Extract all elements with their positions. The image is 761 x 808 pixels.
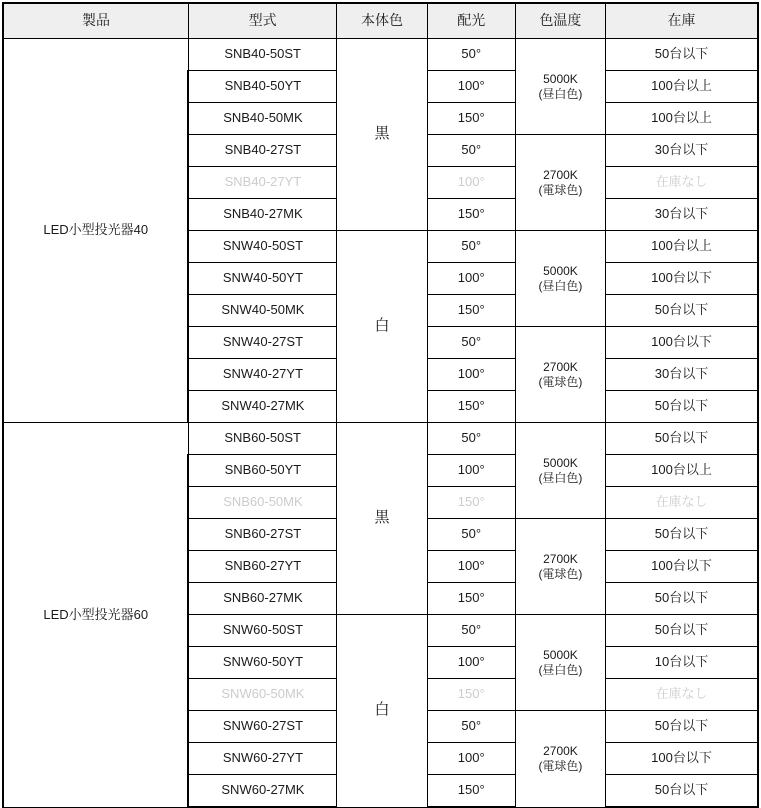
body-color-cell: 黒 — [337, 423, 427, 615]
stock-status-cell: 50台以下 — [606, 519, 758, 551]
beam-angle-cell: 100° — [427, 71, 515, 103]
beam-angle-cell: 150° — [427, 103, 515, 135]
color-temperature-value: 5000K — [543, 647, 578, 662]
product-name-cell: LED小型投光器60 — [3, 423, 188, 808]
beam-angle-cell: 150° — [427, 583, 515, 615]
column-header-product: 製品 — [3, 3, 188, 39]
model-cell: SNW40-50MK — [188, 295, 336, 327]
stock-status-cell: 100台以上 — [606, 455, 758, 487]
beam-angle-cell: 50° — [427, 519, 515, 551]
color-temperature-label: (電球色) — [538, 182, 583, 197]
stock-status-cell: 50台以下 — [606, 615, 758, 647]
color-temperature-cell — [515, 423, 605, 519]
stock-status-cell: 在庫なし — [606, 167, 758, 199]
beam-angle-cell: 150° — [427, 391, 515, 423]
stock-status-cell: 30台以下 — [606, 359, 758, 391]
column-header-beamangle: 配光 — [427, 3, 515, 39]
beam-angle-cell: 50° — [427, 711, 515, 743]
beam-angle-cell: 150° — [427, 487, 515, 519]
model-cell: SNB60-27MK — [188, 583, 336, 615]
color-temperature-value: 5000K — [543, 263, 578, 278]
color-temperature-label: (電球色) — [538, 566, 583, 581]
product-stock-table — [2, 2, 759, 808]
color-temperature-cell — [515, 231, 605, 327]
model-cell: SNW60-27ST — [188, 711, 336, 743]
stock-status-cell: 50台以下 — [606, 775, 758, 808]
color-temperature-label: (昼白色) — [538, 470, 583, 485]
column-header-stock: 在庫 — [606, 3, 758, 39]
model-cell: SNB60-50MK — [188, 487, 336, 519]
beam-angle-cell: 100° — [427, 359, 515, 391]
color-temperature-value: 2700K — [543, 359, 578, 374]
color-temperature-value: 2700K — [543, 551, 578, 566]
table-header — [3, 3, 758, 39]
model-cell: SNW60-50ST — [188, 615, 336, 647]
model-cell: SNB40-50YT — [188, 71, 336, 103]
beam-angle-cell: 50° — [427, 135, 515, 167]
color-temperature-cell — [515, 519, 605, 615]
body-color-cell: 白 — [337, 615, 427, 808]
beam-angle-cell: 100° — [427, 167, 515, 199]
stock-status-cell: 50台以下 — [606, 295, 758, 327]
beam-angle-cell: 100° — [427, 551, 515, 583]
product-name-cell: LED小型投光器40 — [3, 39, 188, 423]
stock-status-cell: 50台以下 — [606, 391, 758, 423]
stock-status-cell: 100台以上 — [606, 103, 758, 135]
beam-angle-cell: 150° — [427, 775, 515, 808]
model-cell: SNB40-50MK — [188, 103, 336, 135]
beam-angle-cell: 150° — [427, 199, 515, 231]
model-cell: SNW40-50ST — [188, 231, 336, 263]
column-header-colortemp: 色温度 — [515, 3, 605, 39]
model-cell: SNB40-27MK — [188, 199, 336, 231]
stock-status-cell: 50台以下 — [606, 39, 758, 71]
beam-angle-cell: 150° — [427, 679, 515, 711]
column-header-bodycolor: 本体色 — [337, 3, 427, 39]
model-cell: SNW60-50YT — [188, 647, 336, 679]
beam-angle-cell: 100° — [427, 263, 515, 295]
body-color-cell: 黒 — [337, 39, 427, 231]
stock-status-cell: 100台以上 — [606, 231, 758, 263]
stock-status-cell: 100台以下 — [606, 743, 758, 775]
beam-angle-cell: 50° — [427, 423, 515, 455]
color-temperature-label: (電球色) — [538, 374, 583, 389]
color-temperature-value: 5000K — [543, 71, 578, 86]
model-cell: SNB60-50YT — [188, 455, 336, 487]
table-row — [3, 39, 758, 71]
beam-angle-cell: 150° — [427, 295, 515, 327]
beam-angle-cell: 50° — [427, 615, 515, 647]
model-cell: SNB60-50ST — [188, 423, 336, 455]
color-temperature-cell — [515, 327, 605, 423]
stock-status-cell: 50台以下 — [606, 423, 758, 455]
stock-status-cell: 30台以下 — [606, 135, 758, 167]
stock-status-cell: 50台以下 — [606, 711, 758, 743]
beam-angle-cell: 100° — [427, 647, 515, 679]
color-temperature-cell — [515, 615, 605, 711]
model-cell: SNW60-27MK — [188, 775, 336, 808]
model-cell: SNB60-27YT — [188, 551, 336, 583]
stock-status-cell: 10台以下 — [606, 647, 758, 679]
color-temperature-cell — [515, 711, 605, 808]
stock-status-cell: 50台以下 — [606, 583, 758, 615]
table-body — [3, 39, 758, 808]
model-cell: SNW60-27YT — [188, 743, 336, 775]
model-cell: SNW60-50MK — [188, 679, 336, 711]
model-cell: SNB40-27ST — [188, 135, 336, 167]
color-temperature-value: 2700K — [543, 167, 578, 182]
color-temperature-value: 2700K — [543, 743, 578, 758]
beam-angle-cell: 50° — [427, 327, 515, 359]
header-row — [3, 3, 758, 39]
color-temperature-label: (昼白色) — [538, 86, 583, 101]
color-temperature-label: (電球色) — [538, 758, 583, 773]
color-temperature-cell — [515, 135, 605, 231]
model-cell: SNW40-27YT — [188, 359, 336, 391]
column-header-model: 型式 — [188, 3, 336, 39]
color-temperature-label: (昼白色) — [538, 662, 583, 677]
table-row — [3, 423, 758, 455]
beam-angle-cell: 50° — [427, 39, 515, 71]
model-cell: SNW40-50YT — [188, 263, 336, 295]
beam-angle-cell: 100° — [427, 455, 515, 487]
model-cell: SNB60-27ST — [188, 519, 336, 551]
beam-angle-cell: 50° — [427, 231, 515, 263]
model-cell: SNW40-27MK — [188, 391, 336, 423]
stock-status-cell: 100台以下 — [606, 327, 758, 359]
color-temperature-label: (昼白色) — [538, 278, 583, 293]
model-cell: SNB40-27YT — [188, 167, 336, 199]
model-cell: SNW40-27ST — [188, 327, 336, 359]
body-color-cell: 白 — [337, 231, 427, 423]
color-temperature-cell — [515, 39, 605, 135]
stock-status-cell: 100台以下 — [606, 551, 758, 583]
stock-status-cell: 在庫なし — [606, 679, 758, 711]
stock-status-cell: 30台以下 — [606, 199, 758, 231]
model-cell: SNB40-50ST — [188, 39, 336, 71]
beam-angle-cell: 100° — [427, 743, 515, 775]
stock-status-cell: 100台以上 — [606, 71, 758, 103]
color-temperature-value: 5000K — [543, 455, 578, 470]
stock-status-cell: 在庫なし — [606, 487, 758, 519]
stock-status-cell: 100台以下 — [606, 263, 758, 295]
